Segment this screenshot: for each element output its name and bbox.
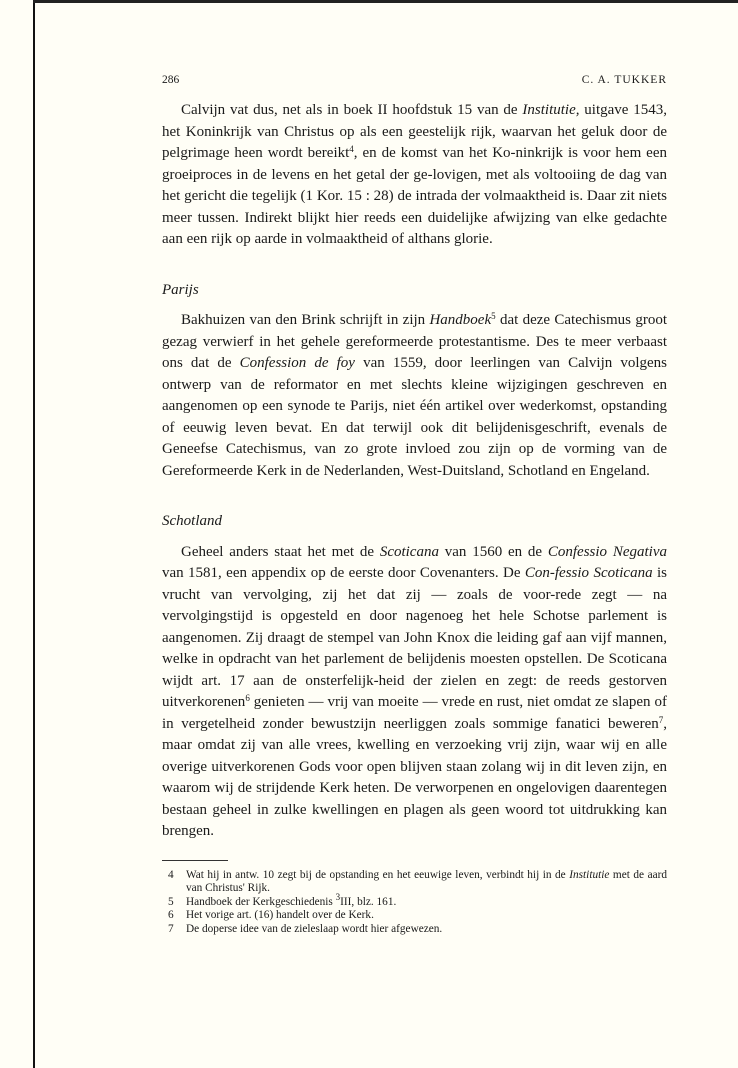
text-run: Calvijn vat dus, net als in boek II hoofdstuk 15 van de (181, 102, 523, 118)
heading-parijs: Parijs (162, 281, 199, 298)
text-run: Geheel anders staat het met de (181, 543, 380, 560)
footnote-rule (162, 860, 228, 861)
footnote-ref: 4 (349, 144, 354, 154)
running-author: C. A. TUKKER (581, 74, 667, 86)
footnote-ref: 6 (245, 693, 250, 703)
scan-left-edge (33, 0, 35, 1068)
running-header (162, 70, 667, 88)
footnote-text (186, 869, 667, 896)
footnote-number: 5 (168, 895, 174, 908)
text-run: dat deze Catechismus groot gezag verwierf in het gehele gereformeerde protestantisme. Des te meer verbaast ons dat de (162, 312, 667, 371)
text-run: van 1559, door leerlingen van Calvijn volgens ontwerp van de reformator en met slechts kleine wijzigingen geschreven en aangenomen op een synode te Parijs, niet één artikel over wederkomst, opstanding of eeuwig leven bevat. En dat terwijl ook dit belijdenisgeschrift, evenals de Geneefse Catechismus, van zo grote invloed zou zijn op de vorming van de Gereformeerde Kerk in de Nederlanden, West-Duitsland, Schotland en Engeland. (162, 355, 668, 479)
text-run: met de aard van Christus' Rijk. (186, 868, 668, 894)
text-run: De doperse idee van de zieleslaap wordt hier afgewezen. (186, 922, 443, 935)
paragraph-schotland (162, 542, 667, 843)
italic-title: Institutie (569, 868, 610, 881)
text-run: genieten — vrij van moeite — vrede en rust, niet omdat ze slapen of in vergetelheid zonder bewustzijn neerliggen zoals sommige fanatici beweren (162, 694, 667, 732)
text-run: van 1581, een appendix op de eerste door Covenanters. De (162, 565, 525, 581)
footnote-ref: 3 (335, 891, 341, 902)
book-page (162, 70, 667, 936)
page-number: 286 (162, 74, 180, 86)
footnote-text (186, 923, 667, 937)
intro-paragraph (162, 100, 667, 251)
text-run: , en de komst van het Ko-ninkrijk is voor hem een groeiproces in de levens en het getal der ge-lovigen, met als voltooiing de dag van het gericht die tegelijk (1 Kor. 15 : 28) de intrada der volmaaktheid is. Daar zit niets meer tussen. Indirekt blijkt hier reeds een duidelijke afwijzing van elke gedachte aan een rijk op aarde in volmaaktheid of althans glorie. (162, 145, 668, 247)
text-run: III, blz. 161. (340, 895, 397, 908)
paragraph-parijs (162, 310, 667, 482)
footnote-text (186, 891, 667, 910)
italic-title: Scoticana (379, 543, 439, 560)
footnote-number: 7 (168, 922, 174, 935)
footnote-number: 6 (168, 909, 174, 921)
italic-title: Institutie, (522, 102, 580, 118)
text-run: van 1560 en de (438, 543, 548, 560)
text-run: uitgave 1543, het Koninkrijk van Christus op als een geestelijk rijk, waarvan het geluk door de pelgrimage heen wordt bereikt (162, 102, 668, 161)
italic-title: Handboek (429, 312, 492, 328)
scan-top-edge (33, 0, 738, 3)
footnote (162, 891, 667, 910)
footnote-number: 4 (168, 868, 174, 881)
footnote (162, 909, 667, 923)
footnotes (162, 869, 667, 937)
italic-title: Confession de foy (239, 355, 355, 371)
text-run: , maar omdat zij van alle vrees, kwelling en verzoeking vrij zijn, waar wij en alle overige uitverkorenen Gods voor open blijven staan zolang wij in dit leven zijn, en waarom wij de strijdende Kerk heten. De verworpenen en ongelovigen daarentegen bestaan geheel in zulke kwellingen en plagen als geen woord tot uitdrukking kan brengen. (162, 715, 667, 839)
italic-title: Con-fessio Scoticana (524, 565, 653, 581)
footnote-text (186, 909, 667, 923)
text-run: Wat hij in antw. 10 zegt bij de opstanding en het eeuwige leven, verbindt hij in de (186, 868, 570, 881)
text-run: is vrucht van vervolging, zij het dat zij — zoals de voor-rede zegt — na vervolgingstijd is opgesteld en door nagenoeg het hele Schotse parlement is aangenomen. Zij draagt de stempel van John Knox die leiding gaf aan vijf mannen, welke in opdracht van het parlement de belijdenis moesten opstellen. De Scoticana wijdt art. 17 aan de onsterfelijk-heid der zielen en zegt: de reeds gestorven uitverkorenen (162, 565, 667, 710)
text-run: Het vorige art. (16) handelt over de Kerk. (186, 909, 374, 921)
footnote-ref: 5 (491, 311, 496, 321)
footnote (162, 923, 667, 937)
footnote (162, 869, 667, 896)
text-run: Bakhuizen van den Brink schrijft in zijn (181, 312, 430, 328)
heading-schotland: Schotland (162, 513, 222, 529)
italic-title: Confessio Negativa (547, 543, 667, 560)
footnote-ref: 7 (658, 714, 664, 725)
text-run: Handboek der Kerkgeschiedenis (186, 895, 336, 908)
